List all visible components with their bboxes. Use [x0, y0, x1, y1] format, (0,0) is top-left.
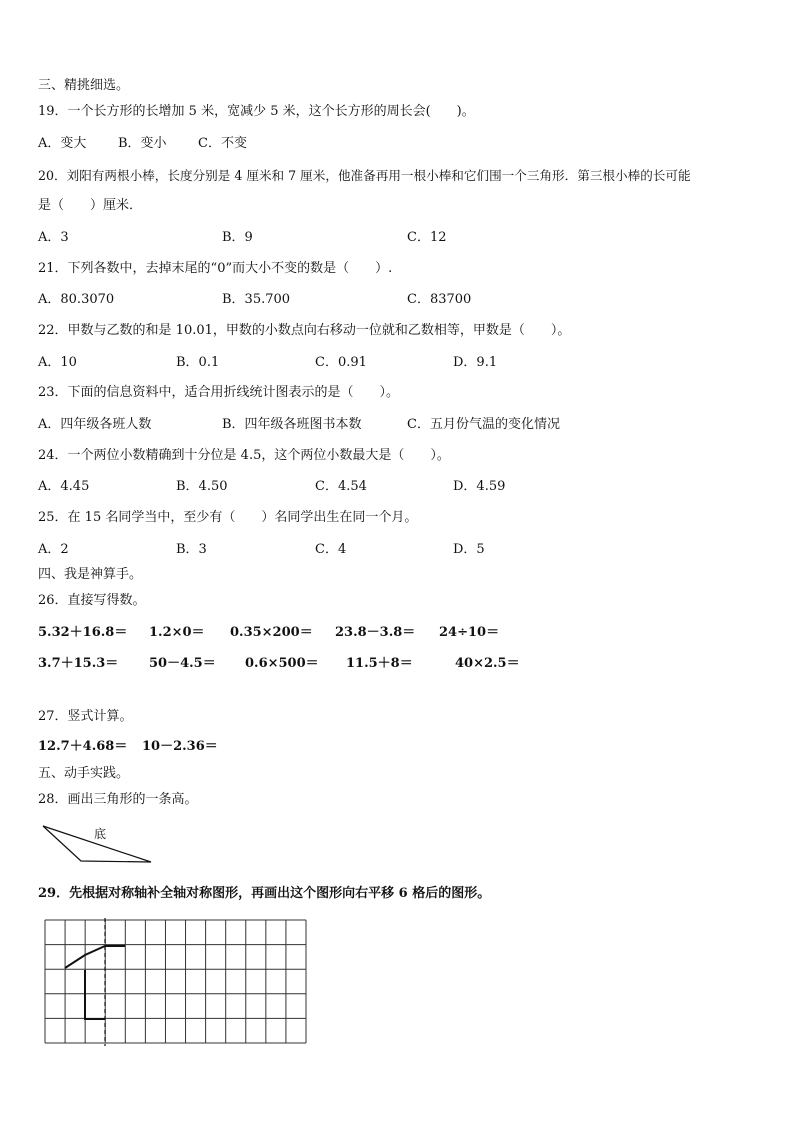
calc-item: 3.7＋15.3＝	[38, 656, 119, 671]
question-29-stem: 29．先根据对称轴补全轴对称图形，再画出这个图形向右平移 6 格后的图形。	[38, 886, 491, 901]
calc-item: 0.35×200＝	[230, 625, 313, 640]
q25-option-b: B．3	[176, 542, 207, 557]
calc-item: 24÷10＝	[439, 625, 500, 640]
q22-option-a: A．10	[38, 355, 77, 370]
section-title: 三、精挑细选。	[38, 78, 130, 93]
q20-option-c: C．12	[407, 230, 447, 245]
calc-item: 23.8－3.8＝	[335, 625, 416, 640]
calc-item: 12.7＋4.68＝	[38, 739, 128, 754]
q22-option-b: B．0.1	[176, 355, 220, 370]
question-20-stem-line1: 20．刘阳有两根小棒，长度分别是 4 厘米和 7 厘米，他准备再用一根小棒和它们围一个三角形．第三根小棒的长可能	[38, 168, 691, 183]
calc-item: 40×2.5＝	[455, 656, 520, 671]
section-title: 五、动手实践。	[38, 766, 130, 781]
q21-option-c: C．83700	[407, 292, 472, 307]
q20-option-a: A．3	[38, 230, 69, 245]
q19-option-a: A．变大	[38, 136, 87, 151]
section-title: 四、我是神算手。	[38, 567, 143, 582]
calc-item: 50－4.5＝	[149, 656, 216, 671]
q24-option-a: A．4.45	[38, 479, 90, 494]
question-22-stem: 22．甲数与乙数的和是 10.01，甲数的小数点向右移动一位就和乙数相等，甲数是（ ）。	[38, 323, 571, 338]
q20-option-b: B．9	[222, 230, 253, 245]
q24-option-c: C．4.54	[315, 479, 367, 494]
question-19-stem: 19．一个长方形的长增加 5 米，宽减少 5 米，这个长方形的周长会( )。	[38, 104, 475, 119]
half-figure	[65, 946, 125, 968]
question-23-stem: 23．下面的信息资料中，适合用折线统计图表示的是（ ）。	[38, 385, 400, 400]
question-27-stem: 27．竖式计算。	[38, 709, 133, 724]
q24-option-d: D．4.59	[453, 479, 506, 494]
half-figure-lower	[85, 970, 105, 1019]
calc-item: 1.2×0＝	[149, 625, 205, 640]
calc-item: 5.32＋16.8＝	[38, 625, 128, 640]
q22-option-d: D．9.1	[453, 355, 498, 370]
question-20-stem-line2: 是（ ）厘米．	[38, 198, 143, 213]
q19-option-c: C．不变	[198, 136, 247, 151]
q25-option-d: D．5	[453, 542, 485, 557]
q22-option-c: C．0.91	[315, 355, 367, 370]
question-28-stem: 28．画出三角形的一条高。	[38, 792, 198, 807]
q23-option-c: C．五月份气温的变化情况	[407, 417, 560, 432]
triangle-base-label: 底	[94, 827, 107, 841]
q25-option-a: A．2	[38, 542, 69, 557]
q21-option-b: B．35.700	[222, 292, 291, 307]
question-21-stem: 21．下列各数中，去掉末尾的“0”而大小不变的数是（ ）.	[38, 261, 393, 276]
q25-option-c: C．4	[315, 542, 347, 557]
question-25-stem: 25．在 15 名同学当中，至少有（ ）名同学出生在同一个月。	[38, 510, 418, 525]
q24-option-b: B．4.50	[176, 479, 228, 494]
q19-option-b: B．变小	[118, 136, 167, 151]
question-26-stem: 26．直接写得数。	[38, 593, 146, 608]
q23-option-b: B．四年级各班图书本数	[222, 417, 362, 432]
calc-item: 11.5＋8＝	[346, 656, 413, 671]
calc-item: 0.6×500＝	[245, 656, 319, 671]
q21-option-a: A．80.3070	[38, 292, 115, 307]
calc-item: 10－2.36＝	[142, 739, 218, 754]
question-24-stem: 24．一个两位小数精确到十分位是 4.5，这个两位小数最大是（ ）。	[38, 448, 450, 463]
q23-option-a: A．四年级各班人数	[38, 417, 152, 432]
